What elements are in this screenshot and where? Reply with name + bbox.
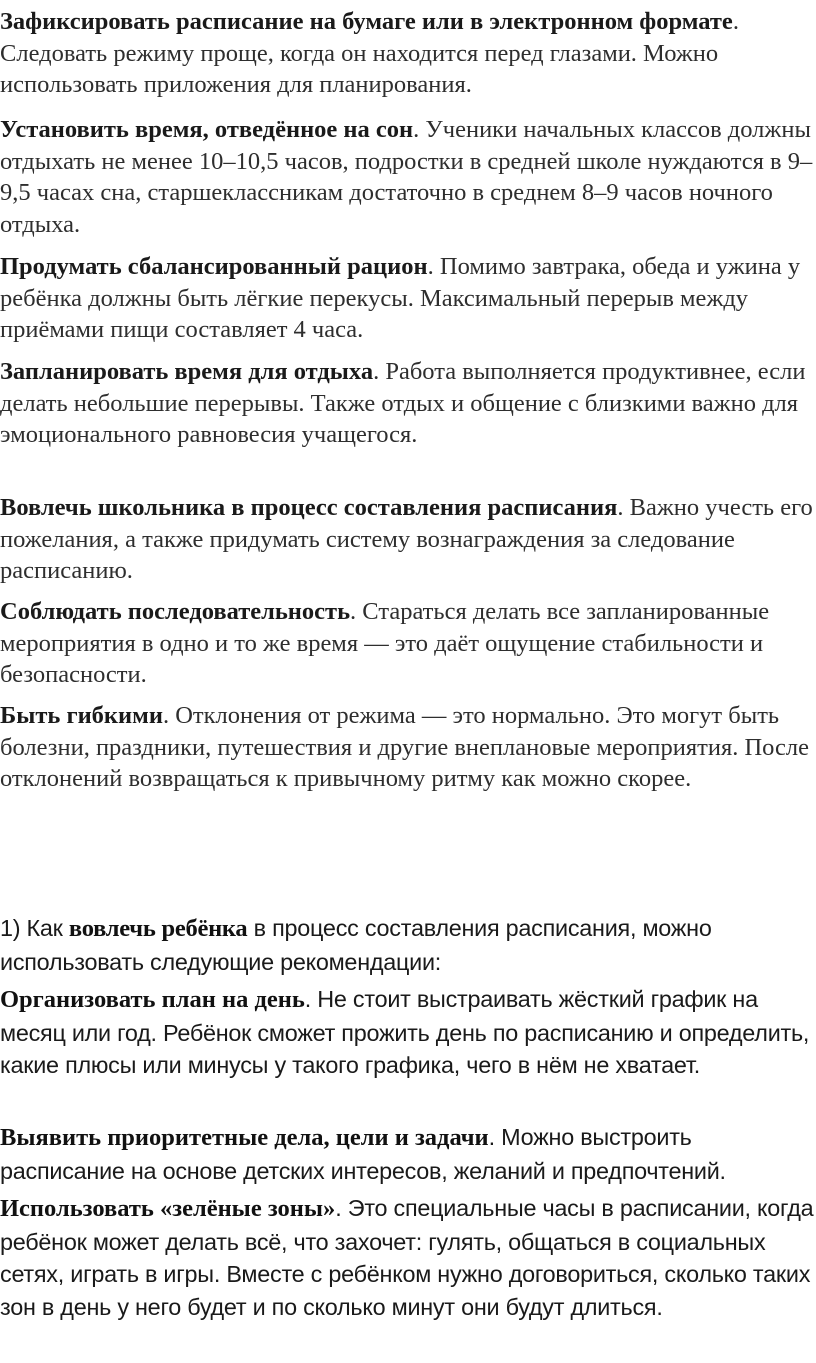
- item-text: . Не стоит выстраивать жёсткий график на месяц или год. Ребёнок сможет прожить день по расписанию и определить, какие плюсы или минусы у такого графика, чего в нём не хватает.: [0, 986, 810, 1079]
- list-item: [0, 356, 816, 451]
- intro-prefix: 1) Как: [0, 915, 69, 941]
- list-item: [0, 983, 816, 1082]
- item-text: . Отклонения от режима — это нормально. Это могут быть болезни, праздники, путешествия и другие внеплановые мероприятия. После отклонений возвращаться к привычному ритму как можно скорее.: [0, 702, 809, 793]
- item-text: . Важно учесть его пожелания, а также придумать систему вознаграждения за следование расписанию.: [0, 494, 813, 585]
- item-title: Соблюдать последовательность: [0, 598, 351, 625]
- section-intro: [0, 912, 816, 978]
- intro-bold: вовлечь ребёнка: [68, 915, 248, 942]
- list-item: [0, 1121, 816, 1187]
- list-item: [0, 700, 816, 795]
- item-text: . Помимо завтрака, обеда и ужина у ребёнка должны быть лёгкие перекусы. Максимальный перерыв между приёмами пищи составляет 4 часа.: [0, 253, 801, 344]
- item-text: . Работа выполняется продуктивнее, если делать небольшие перерывы. Также отдых и общение с близкими важно для эмоционального равновесия учащегося.: [0, 358, 806, 449]
- item-title: Продумать сбалансированный рацион: [0, 253, 428, 280]
- list-item: [0, 6, 816, 101]
- list-item: [0, 492, 816, 587]
- item-title: Организовать план на день: [0, 986, 305, 1013]
- item-title: Установить время, отведённое на сон: [0, 116, 414, 143]
- item-title: Зафиксировать расписание на бумаге или в электронном формате: [0, 8, 733, 35]
- list-item: [0, 251, 816, 346]
- list-item: [0, 596, 816, 691]
- intro-suffix: в процесс составления расписания, можно использовать следующие рекомендации:: [0, 915, 712, 975]
- item-text: . Ученики начальных классов должны отдыхать не менее 10–10,5 часов, подростки в средней школе нуждаются в 9–9,5 часах сна, старшеклассникам достаточно в среднем 8–9 часов ночного отдыха.: [0, 116, 813, 238]
- item-text: . Следовать режиму проще, когда он находится перед глазами. Можно использовать приложения для планирования.: [0, 8, 739, 99]
- item-text: . Можно выстроить расписание на основе детских интересов, желаний и предпочтений.: [0, 1124, 726, 1184]
- item-title: Выявить приоритетные дела, цели и задачи: [0, 1124, 489, 1151]
- item-title: Запланировать время для отдыха: [0, 358, 374, 385]
- item-text: . Это специальные часы в расписании, когда ребёнок может делать всё, что захочет: гулять, общаться в социальных сетях, играть в игры. Вместе с ребёнком нужно договориться, сколько таких зон в день у него будет и по сколько минут они будут длиться.: [0, 1195, 814, 1320]
- list-item: [0, 1192, 816, 1323]
- item-title: Использовать «зелёные зоны»: [0, 1195, 336, 1222]
- item-title: Быть гибкими: [0, 702, 163, 729]
- item-text: . Стараться делать все запланированные мероприятия в одно и то же время — это даёт ощущение стабильности и безопасности.: [0, 598, 770, 689]
- list-item: [0, 114, 816, 240]
- item-title: Вовлечь школьника в процесс составления расписания: [0, 494, 618, 521]
